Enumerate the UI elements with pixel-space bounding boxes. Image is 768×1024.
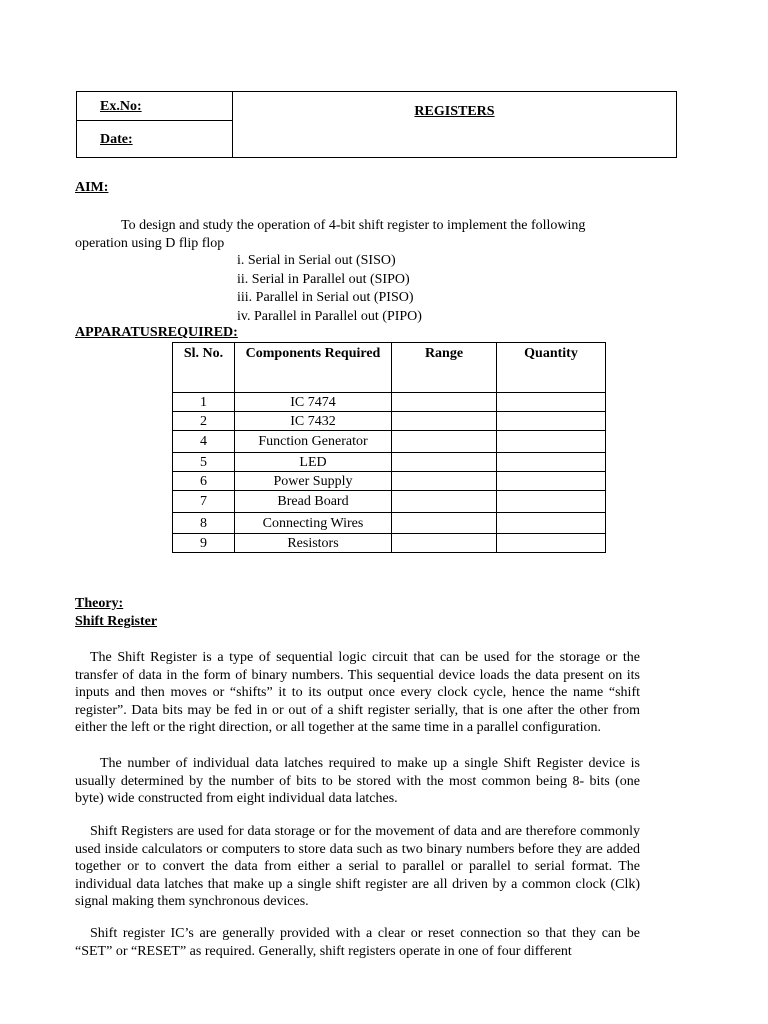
- list-item: ii. Serial in Parallel out (SIPO): [237, 271, 410, 287]
- aim-text-line2: operation using D flip flop: [75, 236, 225, 251]
- range-cell: [392, 491, 497, 513]
- range-cell: [392, 513, 497, 534]
- sl-cell: 1: [173, 393, 235, 412]
- apparatus-table: [172, 342, 606, 553]
- column-header: Range: [392, 343, 497, 393]
- date-label: Date:: [100, 132, 133, 147]
- component-cell: Function Generator: [235, 431, 392, 453]
- sl-cell: 8: [173, 513, 235, 534]
- sl-cell: 2: [173, 412, 235, 431]
- aim-list: [237, 252, 422, 326]
- range-cell: [392, 534, 497, 553]
- paragraph-text: The Shift Register is a type of sequential logic circuit that can be used for the storage or the transfer of data in the form of binary numbers. This sequential device loads the data present on its inputs and then moves or “shifts” it to its output once every clock cycle, hence the name “shift register”. Data bits may be fed in or out of a shift register serially, that is one after the other from either the left or the right direction, or all together at the same time in a parallel configuration.: [75, 650, 640, 736]
- header-box: [76, 91, 677, 158]
- exno-label: Ex.No:: [100, 99, 142, 114]
- theory-heading: Theory:: [75, 596, 124, 611]
- page-title: REGISTERS: [414, 104, 495, 119]
- component-cell: Resistors: [235, 534, 392, 553]
- aim-text-line1: To design and study the operation of 4-bit shift register to implement the following: [121, 218, 586, 233]
- header-divider-horizontal: [77, 120, 233, 121]
- column-header: Components Required: [235, 343, 392, 393]
- table-row: [173, 472, 606, 491]
- theory-subheading: Shift Register: [75, 614, 158, 629]
- table-row: [173, 491, 606, 513]
- component-cell: LED: [235, 453, 392, 472]
- column-header: Quantity: [497, 343, 606, 393]
- column-header: Sl. No.: [173, 343, 235, 393]
- component-cell: Bread Board: [235, 491, 392, 513]
- component-cell: IC 7432: [235, 412, 392, 431]
- paragraph-text: Shift register IC’s are generally provided with a clear or reset connection so that they can be “SET” or “RESET” as required. Generally, shift registers operate in one of four different: [75, 926, 640, 959]
- quantity-cell: [497, 453, 606, 472]
- theory-paragraph-1: [75, 649, 640, 737]
- range-cell: [392, 412, 497, 431]
- sl-cell: 7: [173, 491, 235, 513]
- list-item: iii. Parallel in Serial out (PISO): [237, 290, 414, 305]
- range-cell: [392, 453, 497, 472]
- quantity-cell: [497, 393, 606, 412]
- list-item: iv. Parallel in Parallel out (PIPO): [237, 308, 422, 324]
- table-row: [173, 431, 606, 453]
- component-cell: Connecting Wires: [235, 513, 392, 534]
- table-row: [173, 412, 606, 431]
- theory-paragraph-4: [75, 925, 640, 960]
- header-divider-vertical: [232, 92, 233, 157]
- range-cell: [392, 431, 497, 453]
- sl-cell: 6: [173, 472, 235, 491]
- aim-heading: AIM:: [75, 180, 109, 195]
- quantity-cell: [497, 431, 606, 453]
- range-cell: [392, 472, 497, 491]
- quantity-cell: [497, 412, 606, 431]
- table-row: [173, 534, 606, 553]
- theory-paragraph-3: [75, 823, 640, 911]
- component-cell: IC 7474: [235, 393, 392, 412]
- sl-cell: 5: [173, 453, 235, 472]
- paragraph-text: Shift Registers are used for data storage or for the movement of data and are therefore commonly used inside calculators or computers to store data such as two binary numbers before they are added together or to convert the data from either a serial to parallel or parallel to serial format. The individual data latches that make up a single shift register are all driven by a common clock (Clk) signal making them synchronous devices.: [75, 824, 640, 910]
- range-cell: [392, 393, 497, 412]
- quantity-cell: [497, 534, 606, 553]
- paragraph-text: The number of individual data latches required to make up a single Shift Register device is usually determined by the number of bits to be stored with the most common being 8- bits (one byte) wide constructed from eight individual data latches.: [75, 756, 640, 807]
- component-cell: Power Supply: [235, 472, 392, 491]
- table-header-row: [173, 343, 606, 393]
- quantity-cell: [497, 472, 606, 491]
- sl-cell: 4: [173, 431, 235, 453]
- list-item: i. Serial in Serial out (SISO): [237, 253, 396, 268]
- sl-cell: 9: [173, 534, 235, 553]
- apparatus-heading: APPARATUSREQUIRED:: [75, 325, 238, 340]
- table-row: [173, 393, 606, 412]
- table-row: [173, 453, 606, 472]
- quantity-cell: [497, 491, 606, 513]
- theory-paragraph-2: [75, 755, 640, 808]
- table-row: [173, 513, 606, 534]
- quantity-cell: [497, 513, 606, 534]
